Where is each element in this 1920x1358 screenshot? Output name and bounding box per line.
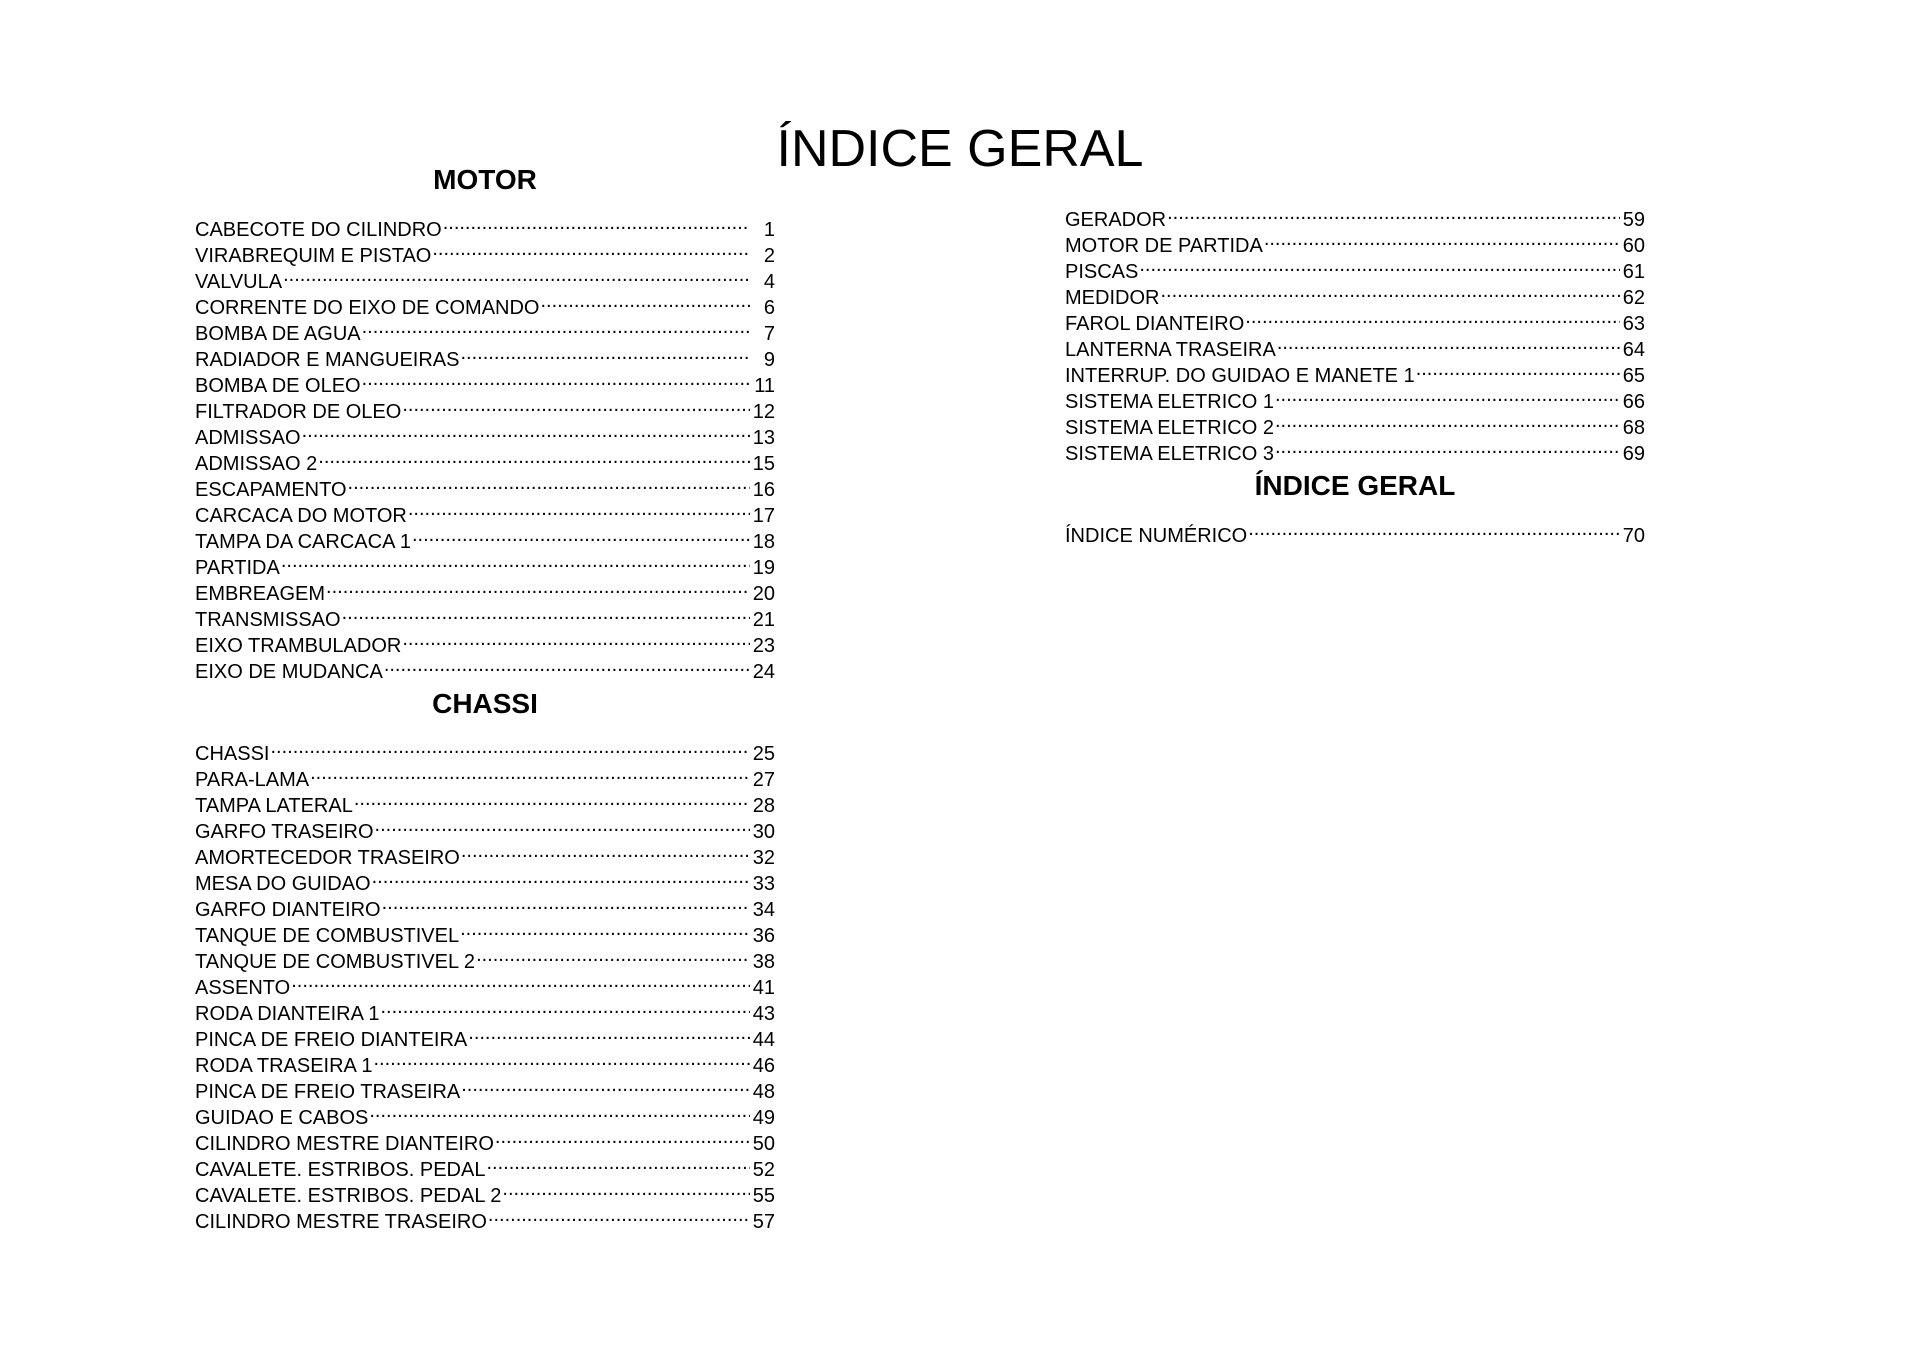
toc-entry-page-number: 36 bbox=[752, 925, 775, 947]
dot-leader bbox=[270, 734, 750, 760]
dot-leader bbox=[443, 210, 750, 236]
toc-entry[interactable] bbox=[195, 548, 775, 579]
toc-entry-page-number: 30 bbox=[752, 821, 775, 843]
toc-entry-label: SISTEMA ELETRICO 1 bbox=[1065, 391, 1274, 413]
dot-leader bbox=[1248, 516, 1620, 542]
dot-leader bbox=[318, 444, 750, 470]
toc-entry-page-number: 18 bbox=[752, 531, 775, 553]
toc-entry-label: AMORTECEDOR TRASEIRO bbox=[195, 847, 460, 869]
toc-entry[interactable] bbox=[1065, 200, 1645, 231]
toc-entry-label: MOTOR DE PARTIDA bbox=[1065, 235, 1263, 257]
toc-entry-label: INTERRUP. DO GUIDAO E MANETE 1 bbox=[1065, 365, 1415, 387]
toc-entry-label: CORRENTE DO EIXO DE COMANDO bbox=[195, 297, 540, 319]
toc-entry-label: MEDIDOR bbox=[1065, 287, 1160, 309]
toc-entry-label: CHASSI bbox=[195, 743, 270, 765]
toc-entry-page-number: 65 bbox=[1622, 365, 1645, 387]
toc-entry-label: SISTEMA ELETRICO 2 bbox=[1065, 417, 1274, 439]
toc-entry-label: EMBREAGEM bbox=[195, 583, 326, 605]
toc-entry-page-number: 20 bbox=[752, 583, 775, 605]
toc-entry-page-number: 57 bbox=[752, 1211, 775, 1233]
toc-entry-page-number: 34 bbox=[752, 899, 775, 921]
toc-entry[interactable] bbox=[195, 574, 775, 605]
toc-entry[interactable] bbox=[195, 760, 775, 791]
toc-entry-label: TAMPA LATERAL bbox=[195, 795, 353, 817]
toc-entry-page-number: 64 bbox=[1622, 339, 1645, 361]
toc-entry-page-number: 19 bbox=[752, 557, 775, 579]
toc-entry-page-number: 9 bbox=[763, 349, 775, 371]
toc-entry-label: CARCACA DO MOTOR bbox=[195, 505, 407, 527]
dot-leader bbox=[432, 236, 750, 262]
toc-entry[interactable] bbox=[1065, 252, 1645, 283]
dot-leader bbox=[461, 1072, 750, 1098]
toc-entry-page-number: 69 bbox=[1622, 443, 1645, 465]
toc-entry[interactable] bbox=[1065, 278, 1645, 309]
toc-entry-label: LANTERNA TRASEIRA bbox=[1065, 339, 1276, 361]
dot-leader bbox=[1277, 330, 1620, 356]
toc-entry-page-number: 6 bbox=[763, 297, 775, 319]
toc-entry-label: ESCAPAMENTO bbox=[195, 479, 347, 501]
toc-entry-page-number: 2 bbox=[763, 245, 775, 267]
toc-entry-label: FILTRADOR DE OLEO bbox=[195, 401, 402, 423]
dot-leader bbox=[460, 916, 750, 942]
dot-leader bbox=[302, 418, 750, 444]
toc-entry-label: EIXO TRAMBULADOR bbox=[195, 635, 402, 657]
toc-entry-page-number: 62 bbox=[1622, 287, 1645, 309]
toc-entry-label: GARFO DIANTEIRO bbox=[195, 899, 381, 921]
toc-entry-label: PISCAS bbox=[1065, 261, 1139, 283]
dot-leader bbox=[310, 760, 750, 786]
dot-leader bbox=[326, 574, 750, 600]
dot-leader bbox=[373, 1046, 750, 1072]
toc-entry-page-number: 11 bbox=[754, 375, 775, 397]
toc-entry-page-number: 68 bbox=[1622, 417, 1645, 439]
toc-entry-page-number: 48 bbox=[752, 1081, 775, 1103]
toc-entry-label: PINCA DE FREIO TRASEIRA bbox=[195, 1081, 461, 1103]
toc-entry-label: MESA DO GUIDAO bbox=[195, 873, 371, 895]
dot-leader bbox=[540, 288, 750, 314]
dot-leader bbox=[1139, 252, 1620, 278]
toc-entry-page-number: 41 bbox=[752, 977, 775, 999]
toc-entry-page-number: 24 bbox=[752, 661, 775, 683]
toc-entry-label: ADMISSAO bbox=[195, 427, 301, 449]
dot-leader bbox=[291, 968, 750, 994]
dot-leader bbox=[1160, 278, 1620, 304]
toc-entry[interactable] bbox=[195, 210, 775, 241]
toc-entry-page-number: 52 bbox=[752, 1159, 775, 1181]
dot-leader bbox=[384, 652, 750, 678]
toc-entry-label: EIXO DE MUDANCA bbox=[195, 661, 383, 683]
indice-entry-list bbox=[1065, 516, 1645, 547]
toc-entry-page-number: 44 bbox=[752, 1029, 775, 1051]
toc-entry-page-number: 43 bbox=[752, 1003, 775, 1025]
toc-entry-label: VALVULA bbox=[195, 271, 283, 293]
toc-entry-page-number: 15 bbox=[752, 453, 775, 475]
dot-leader bbox=[461, 838, 750, 864]
right-column bbox=[1065, 200, 1645, 547]
toc-entry-label: PINCA DE FREIO DIANTEIRA bbox=[195, 1029, 468, 1051]
dot-leader bbox=[342, 600, 750, 626]
toc-entry-label: RADIADOR E MANGUEIRAS bbox=[195, 349, 460, 371]
section-heading-motor: MOTOR bbox=[433, 164, 537, 195]
dot-leader bbox=[362, 314, 750, 340]
toc-entry-page-number: 50 bbox=[752, 1133, 775, 1155]
dot-leader bbox=[502, 1176, 750, 1202]
toc-entry-page-number: 61 bbox=[1622, 261, 1645, 283]
toc-entry-page-number: 7 bbox=[763, 323, 775, 345]
dot-leader bbox=[495, 1124, 750, 1150]
dot-leader bbox=[362, 366, 750, 392]
dot-leader bbox=[1275, 382, 1620, 408]
dot-leader bbox=[1167, 200, 1620, 226]
toc-entry-page-number: 66 bbox=[1622, 391, 1645, 413]
section-heading-chassi: CHASSI bbox=[432, 688, 538, 719]
toc-entry-label: CAVALETE. ESTRIBOS. PEDAL bbox=[195, 1159, 486, 1181]
dot-leader bbox=[1416, 356, 1620, 382]
toc-entry-page-number: 33 bbox=[752, 873, 775, 895]
toc-entry-page-number: 28 bbox=[752, 795, 775, 817]
toc-entry-label: GUIDAO E CABOS bbox=[195, 1107, 369, 1129]
dot-leader bbox=[281, 548, 750, 574]
toc-entry-page-number: 16 bbox=[752, 479, 775, 501]
toc-entry-page-number: 12 bbox=[752, 401, 775, 423]
eletrico-entry-list bbox=[1065, 200, 1645, 465]
dot-leader bbox=[468, 1020, 750, 1046]
toc-entry-label: TANQUE DE COMBUSTIVEL bbox=[195, 925, 460, 947]
dot-leader bbox=[375, 812, 750, 838]
toc-entry-page-number: 46 bbox=[752, 1055, 775, 1077]
toc-entry-label: SISTEMA ELETRICO 3 bbox=[1065, 443, 1274, 465]
toc-entry-label: RODA TRASEIRA 1 bbox=[195, 1055, 373, 1077]
toc-entry-label: ÍNDICE NUMÉRICO bbox=[1065, 525, 1248, 547]
toc-entry-label: GARFO TRASEIRO bbox=[195, 821, 374, 843]
toc-entry-page-number: 60 bbox=[1622, 235, 1645, 257]
toc-entry-page-number: 70 bbox=[1622, 525, 1645, 547]
toc-entry-label: ASSENTO bbox=[195, 977, 291, 999]
toc-entry-page-number: 21 bbox=[752, 609, 775, 631]
dot-leader bbox=[1275, 434, 1620, 460]
dot-leader bbox=[1275, 408, 1620, 434]
dot-leader bbox=[402, 626, 750, 652]
toc-entry-label: CAVALETE. ESTRIBOS. PEDAL 2 bbox=[195, 1185, 502, 1207]
dot-leader bbox=[381, 994, 751, 1020]
dot-leader bbox=[372, 864, 750, 890]
toc-entry-page-number: 1 bbox=[763, 219, 775, 241]
dot-leader bbox=[1264, 226, 1620, 252]
dot-leader bbox=[1245, 304, 1620, 330]
toc-entry-label: PARTIDA bbox=[195, 557, 280, 579]
toc-entry-label: ADMISSAO 2 bbox=[195, 453, 318, 475]
toc-entry-label: CILINDRO MESTRE TRASEIRO bbox=[195, 1211, 487, 1233]
toc-entry-label: PARA-LAMA bbox=[195, 769, 310, 791]
toc-entry-page-number: 32 bbox=[752, 847, 775, 869]
toc-entry-label: CABECOTE DO CILINDRO bbox=[195, 219, 442, 241]
toc-entry-page-number: 23 bbox=[752, 635, 775, 657]
toc-entry-page-number: 59 bbox=[1622, 209, 1645, 231]
dot-leader bbox=[283, 262, 750, 288]
toc-entry-page-number: 27 bbox=[752, 769, 775, 791]
dot-leader bbox=[369, 1098, 750, 1124]
toc-entry-page-number: 13 bbox=[752, 427, 775, 449]
toc-entry-label: FAROL DIANTEIRO bbox=[1065, 313, 1245, 335]
toc-entry-page-number: 55 bbox=[752, 1185, 775, 1207]
toc-entry-label: BOMBA DE AGUA bbox=[195, 323, 361, 345]
dot-leader bbox=[412, 522, 750, 548]
toc-entry-page-number: 25 bbox=[752, 743, 775, 765]
toc-entry-label: RODA DIANTEIRA 1 bbox=[195, 1003, 380, 1025]
toc-entry-page-number: 4 bbox=[763, 271, 775, 293]
left-column bbox=[195, 160, 775, 1233]
dot-leader bbox=[402, 392, 750, 418]
dot-leader bbox=[486, 1150, 750, 1176]
toc-entry-page-number: 38 bbox=[752, 951, 775, 973]
motor-entry-list bbox=[195, 210, 775, 683]
toc-entry-page-number: 49 bbox=[752, 1107, 775, 1129]
dot-leader bbox=[476, 942, 750, 968]
toc-entry-label: GERADOR bbox=[1065, 209, 1167, 231]
toc-entry-label: TRANSMISSAO bbox=[195, 609, 341, 631]
dot-leader bbox=[354, 786, 750, 812]
dot-leader bbox=[460, 340, 750, 366]
toc-entry-label: VIRABREQUIM E PISTAO bbox=[195, 245, 432, 267]
toc-entry[interactable] bbox=[195, 734, 775, 765]
toc-entry-page-number: 63 bbox=[1622, 313, 1645, 335]
dot-leader bbox=[408, 496, 750, 522]
page-title: ÍNDICE GERAL bbox=[776, 119, 1144, 178]
dot-leader bbox=[348, 470, 750, 496]
toc-entry-page-number: 17 bbox=[752, 505, 775, 527]
dot-leader bbox=[488, 1202, 750, 1228]
toc-entry-label: BOMBA DE OLEO bbox=[195, 375, 361, 397]
toc-entry-label: TANQUE DE COMBUSTIVEL 2 bbox=[195, 951, 476, 973]
dot-leader bbox=[382, 890, 750, 916]
toc-entry-label: TAMPA DA CARCACA 1 bbox=[195, 531, 411, 553]
toc-entry-label: CILINDRO MESTRE DIANTEIRO bbox=[195, 1133, 494, 1155]
chassi-entry-list bbox=[195, 734, 775, 1233]
toc-entry[interactable] bbox=[1065, 516, 1645, 547]
section-heading-indice-geral: ÍNDICE GERAL bbox=[1254, 470, 1456, 501]
